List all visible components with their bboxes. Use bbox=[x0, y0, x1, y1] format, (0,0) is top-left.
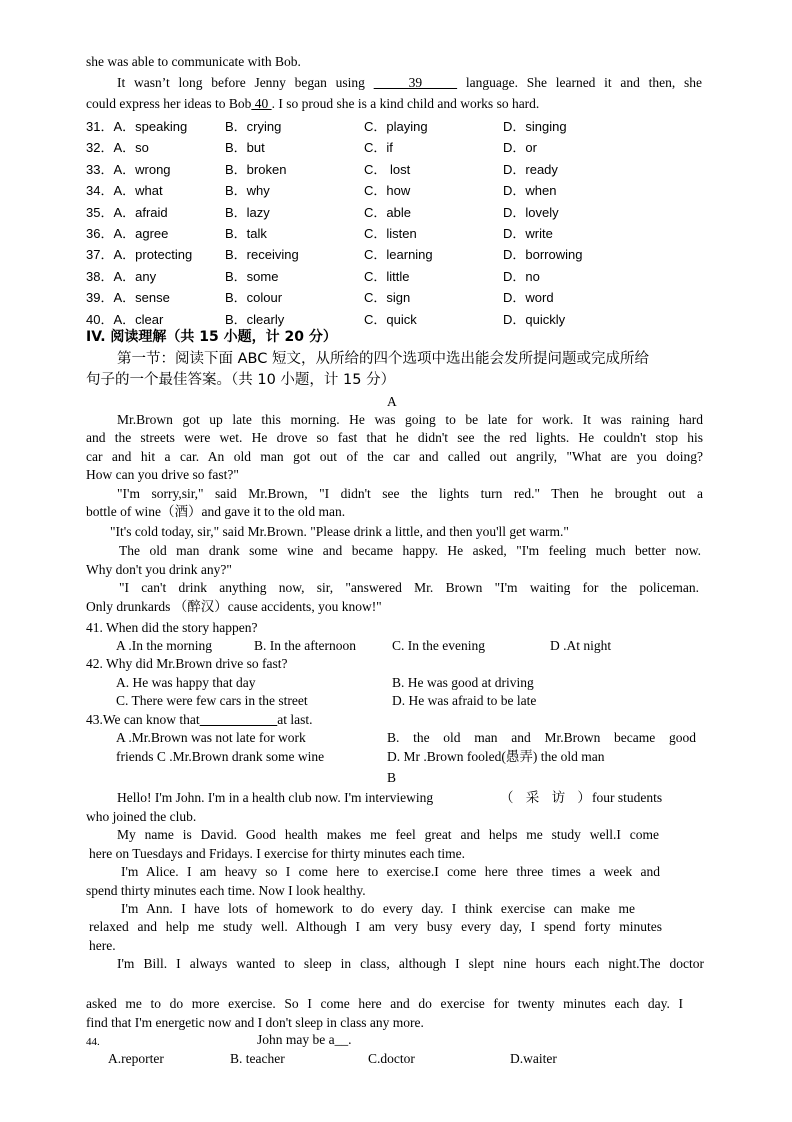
passage-a-line: The old man drank some wine and became happy. He asked, "I'm feeling much better now. bbox=[119, 543, 701, 558]
question-42-option-d: D. He was afraid to be late bbox=[392, 693, 537, 708]
cloze-option-a: 34．A．what bbox=[86, 183, 163, 199]
passage-a-line: "I can't drink anything now, sir, "answered Mr. Brown "I'm waiting for the policeman. bbox=[119, 580, 699, 595]
cloze-line-3-text: could express her ideas to Bob bbox=[86, 96, 252, 111]
question-42-option-b: B. He was good at driving bbox=[392, 675, 534, 690]
cloze-option-a: 32．A．so bbox=[86, 140, 149, 156]
cloze-option-b: B．clearly bbox=[225, 311, 285, 327]
cloze-option-a: 39．A．sense bbox=[86, 290, 170, 306]
passage-b-line: asked me to do more exercise. So I come here and do exercise for twenty minutes each day. I bbox=[86, 996, 683, 1011]
question-44-option-a: A.reporter bbox=[108, 1051, 164, 1066]
cloze-option-a: 38．A．any bbox=[86, 268, 157, 284]
cloze-option-a: 40．A．clear bbox=[86, 311, 164, 327]
cloze-line-2-text: It wasn’t long before Jenny began using bbox=[117, 75, 365, 90]
cloze-line-2 bbox=[117, 74, 702, 92]
cloze-option-d: D．when bbox=[503, 183, 557, 199]
cloze-option-c: C．able bbox=[364, 204, 411, 220]
cloze-option-c: C．listen bbox=[364, 226, 417, 241]
cloze-option-c: C．little bbox=[364, 268, 410, 284]
cloze-option-c: C．learning bbox=[364, 247, 433, 263]
cloze-line-3 bbox=[86, 95, 539, 113]
cloze-option-a: 35．A．afraid bbox=[86, 204, 168, 220]
question-41-option-b: B. In the afternoon bbox=[254, 638, 356, 653]
passage-a-line: How can you drive so fast?" bbox=[86, 467, 239, 482]
question-44-option-b: B. teacher bbox=[230, 1051, 285, 1066]
cloze-option-b: B．crying bbox=[225, 119, 282, 134]
question-41-option-d: D .At night bbox=[550, 638, 612, 653]
passage-b-line: here. bbox=[89, 938, 116, 953]
question-41-option-a: A .In the morning bbox=[116, 638, 212, 653]
question-44-option-c: C.doctor bbox=[368, 1051, 415, 1066]
passage-a-line: and the streets were wet. He drove so fast that he didn't see the red lights. He couldn't stop his bbox=[86, 430, 703, 445]
passage-b-line: who joined the club. bbox=[86, 809, 197, 824]
question-43-stem bbox=[86, 711, 313, 729]
cloze-option-b: B．but bbox=[225, 140, 265, 156]
passage-a-line: "It's cold today, sir," said Mr.Brown. "Please drink a little, and then you'll get warm." bbox=[110, 524, 569, 539]
passage-b-line: spend thirty minutes each time. Now I look healthy. bbox=[86, 883, 366, 898]
blank-40: 40 bbox=[251, 96, 272, 111]
passage-b-line: relaxed and help me study well. Although I am very busy every day, I spend forty minutes bbox=[89, 919, 662, 934]
blank-39: 39 bbox=[373, 75, 458, 90]
cloze-option-d: D．write bbox=[503, 226, 553, 241]
passage-b-line: I'm Alice. I am heavy so I come here to exercise.I come here three times a week and bbox=[121, 864, 660, 879]
cloze-option-c: C．playing bbox=[364, 119, 428, 134]
cloze-option-b: B．broken bbox=[225, 161, 287, 177]
cloze-option-b: B．talk bbox=[225, 226, 267, 241]
passage-b-line: My name is David. Good health makes me feel great and helps me study well.I come bbox=[117, 827, 659, 842]
question-43-stem-text: 43.We can know that bbox=[86, 712, 200, 727]
passage-b-text: Hello! I'm John. I'm in a health club now. I'm interviewing bbox=[117, 790, 434, 805]
question-43-stem-end: at last. bbox=[277, 712, 313, 727]
question-44-stem: John may be a__. bbox=[257, 1032, 352, 1047]
passage-a-line: Mr.Brown got up late this morning. He was going to be late for work. It was raining hard bbox=[117, 412, 703, 427]
cloze-option-a: 36．A．agree bbox=[86, 226, 169, 241]
question-43-option-a: A .Mr.Brown was not late for work bbox=[116, 730, 306, 745]
question-44-number: 44. bbox=[86, 1036, 100, 1048]
cloze-option-b: B．some bbox=[225, 268, 279, 284]
question-41-option-c: C. In the evening bbox=[392, 638, 485, 653]
question-42-option-c: C. There were few cars in the street bbox=[116, 693, 308, 708]
cloze-option-b: B．receiving bbox=[225, 247, 299, 263]
passage-a-line: car and hit a car. An old man got out of the car and called out angrily, "What are you doing? bbox=[86, 449, 703, 464]
cloze-option-c: C．how bbox=[364, 183, 411, 199]
question-41-stem: 41. When did the story happen? bbox=[86, 620, 258, 635]
cloze-option-c: C． lost bbox=[364, 161, 411, 177]
question-43-option-b: B. the old man and Mr.Brown became good bbox=[387, 730, 696, 745]
cloze-line-3-text-end: . I so proud she is a kind child and works so hard. bbox=[271, 96, 540, 111]
question-43-option-b-cont: friends C .Mr.Brown drank some wine bbox=[116, 749, 325, 764]
passage-b-gloss: （ 采 访 ） bbox=[500, 790, 595, 806]
cloze-option-a: 33．A．wrong bbox=[86, 161, 171, 177]
question-43-blank bbox=[200, 712, 278, 727]
passage-b-line: I'm Bill. I always wanted to sleep in class, although I slept nine hours each night.The doctor bbox=[117, 956, 704, 971]
cloze-option-c: C．if bbox=[364, 140, 393, 156]
passage-b-line: I'm Ann. I have lots of homework to do every day. I think exercise can make me bbox=[121, 901, 635, 916]
passage-b-text-end: four students bbox=[592, 790, 663, 805]
cloze-option-d: D．singing bbox=[503, 119, 567, 134]
passage-a-line: "I'm sorry,sir," said Mr.Brown, "I didn't see the lights turn red." Then he brought out a bbox=[117, 486, 703, 501]
question-43-option-d: D. Mr .Brown fooled(愚弄) the old man bbox=[387, 749, 605, 764]
cloze-option-b: B．lazy bbox=[225, 204, 270, 220]
passage-a-line: bottle of wine（酒）and gave it to the old man. bbox=[86, 504, 346, 519]
cloze-option-d: D．lovely bbox=[503, 204, 559, 220]
cloze-option-d: D．borrowing bbox=[503, 247, 583, 263]
question-42-option-a: A. He was happy that day bbox=[116, 675, 256, 690]
passage-b-line bbox=[117, 789, 677, 807]
cloze-option-a: 37．A．protecting bbox=[86, 247, 193, 263]
question-42-stem: 42. Why did Mr.Brown drive so fast? bbox=[86, 656, 288, 671]
cloze-option-b: B．colour bbox=[225, 290, 283, 306]
cloze-option-d: D．ready bbox=[503, 161, 558, 177]
cloze-option-a: 31．A．speaking bbox=[86, 119, 188, 134]
cloze-option-d: D．word bbox=[503, 290, 554, 306]
passage-a-label: A bbox=[387, 394, 397, 409]
passage-b-label: B bbox=[387, 770, 397, 785]
section-intro-2: 句子的一个最佳答案。（共 10 小题，计 15 分） bbox=[86, 372, 396, 388]
cloze-option-c: C．sign bbox=[364, 290, 411, 306]
cloze-option-b: B．why bbox=[225, 183, 270, 199]
cloze-line-1: she was able to communicate with Bob. bbox=[86, 54, 301, 69]
passage-a-line: Only drunkards （醉汉）cause accidents, you know!" bbox=[86, 599, 382, 614]
cloze-option-c: C．quick bbox=[364, 311, 417, 327]
question-44-option-d: D.waiter bbox=[510, 1051, 557, 1066]
cloze-option-d: D．quickly bbox=[503, 311, 566, 327]
section-intro-1: 第一节：阅读下面 ABC 短文，从所给的四个选项中选出能会发所提问题或完成所给 bbox=[117, 351, 649, 367]
cloze-line-2-text-end: language. She learned it and then, she bbox=[465, 75, 703, 90]
cloze-option-d: D．or bbox=[503, 140, 537, 156]
passage-b-line: find that I'm energetic now and I don't sleep in class any more. bbox=[86, 1015, 424, 1030]
section-heading: IV. 阅读理解（共 15 小题，计 20 分） bbox=[86, 329, 337, 345]
passage-a-line: Why don't you drink any?" bbox=[86, 562, 232, 577]
cloze-option-d: D．no bbox=[503, 268, 540, 284]
passage-b-line: here on Tuesdays and Fridays. I exercise for thirty minutes each time. bbox=[89, 846, 466, 861]
